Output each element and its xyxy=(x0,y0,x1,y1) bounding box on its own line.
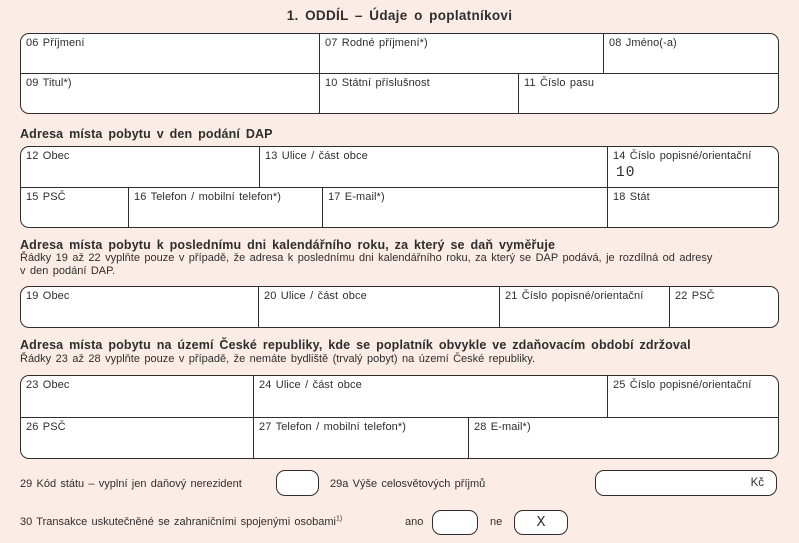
identity-row-1 xyxy=(21,34,778,73)
field-22-label: 22 PSČ xyxy=(675,290,715,302)
address-dap-box xyxy=(20,146,779,228)
address-stay-row-1 xyxy=(21,376,778,417)
field-19-label: 19 Obec xyxy=(26,290,70,302)
field-07-label: 07 Rodné příjmení*) xyxy=(325,37,428,49)
field-20-label: 20 Ulice / část obce xyxy=(264,290,367,302)
field-23-label: 23 Obec xyxy=(26,379,70,391)
field-29-label: 29 Kód státu – vyplní jen daňový nerezident xyxy=(20,478,242,490)
field-14-label: 14 Číslo popisné/orientační xyxy=(613,150,752,162)
field-06-label: 06 Příjmení xyxy=(26,37,85,49)
field-29a-label: 29a Výše celosvětových příjmů xyxy=(330,478,486,490)
field-14-house-number[interactable] xyxy=(607,147,778,187)
field-26-label: 26 PSČ xyxy=(26,420,66,433)
address-dap-row-2 xyxy=(21,187,778,228)
field-11-passport-number[interactable] xyxy=(518,74,778,113)
field-30-label xyxy=(20,516,342,528)
address-stay-row-2 xyxy=(21,417,778,459)
field-30-label-text: 30 Transakce uskutečněné se zahraničními spojenými osobami xyxy=(20,516,336,528)
field-11-label: 11 Číslo pasu xyxy=(524,77,595,89)
field-18-label: 18 Stát xyxy=(613,190,650,203)
field-30-yes-box[interactable] xyxy=(432,510,478,535)
field-08-label: 08 Jméno(-a) xyxy=(609,37,677,49)
field-22-postal-code[interactable] xyxy=(669,287,778,327)
field-15-label: 15 PSČ xyxy=(26,190,66,203)
field-14-value: 10 xyxy=(616,165,636,181)
field-28-label: 28 E-mail*) xyxy=(474,420,531,433)
field-23-city[interactable] xyxy=(21,376,253,417)
field-21-house-number[interactable] xyxy=(499,287,669,327)
address-dap-row-1 xyxy=(21,147,778,187)
field-24-label: 24 Ulice / část obce xyxy=(259,379,362,391)
field-30-no-label: ne xyxy=(490,516,503,528)
field-13-label: 13 Ulice / část obce xyxy=(265,150,368,162)
section-heading-address-stay: Adresa místa pobytu na území České republiky, kde se poplatník obvykle ve zdaňovacím období zdržoval xyxy=(20,338,691,352)
section-heading-address-lastday: Adresa místa pobytu k poslednímu dni kalendářního roku, za který se daň vyměřuje xyxy=(20,238,556,252)
address-lastday-box xyxy=(20,286,779,328)
field-13-street[interactable] xyxy=(259,147,607,187)
field-17-email[interactable] xyxy=(322,188,607,228)
field-25-house-number[interactable] xyxy=(607,376,778,417)
section-note-address-lastday-line1: Řádky 19 až 22 vyplňte pouze v případě, že adresa k poslednímu dni kalendářního roku, za který se DAP podává, je rozdílná od adresy xyxy=(20,252,713,264)
field-21-label: 21 Číslo popisné/orientační xyxy=(505,290,644,302)
field-30-no-box[interactable] xyxy=(514,510,568,535)
page-title: 1. ODDÍL – Údaje o poplatníkovi xyxy=(286,8,513,23)
field-06-surname[interactable] xyxy=(21,34,319,73)
section-note-address-lastday-line2: v den podání DAP. xyxy=(20,265,116,277)
section-heading-address-dap: Adresa místa pobytu v den podání DAP xyxy=(20,127,273,141)
section-note-address-stay: Řádky 23 až 28 vyplňte pouze v případě, že nemáte bydliště (trvalý pobyt) na území České republiky. xyxy=(20,353,536,365)
field-27-label: 27 Telefon / mobilní telefon*) xyxy=(259,420,407,433)
field-30-no-value: X xyxy=(536,514,546,531)
field-09-label: 09 Titul*) xyxy=(26,77,72,89)
field-28-email[interactable] xyxy=(468,418,778,459)
footnote-mark: 1) xyxy=(335,515,343,523)
field-30-yes-label: ano xyxy=(405,516,424,528)
field-29-country-code-box[interactable] xyxy=(276,470,319,496)
field-08-first-name[interactable] xyxy=(603,34,778,73)
field-27-phone[interactable] xyxy=(253,418,468,459)
field-12-city[interactable] xyxy=(21,147,259,187)
currency-label: Kč xyxy=(750,477,764,489)
field-10-label: 10 Státní příslušnost xyxy=(325,77,430,89)
field-10-nationality[interactable] xyxy=(319,74,518,113)
field-19-city[interactable] xyxy=(21,287,258,327)
field-12-label: 12 Obec xyxy=(26,150,70,162)
field-16-label: 16 Telefon / mobilní telefon*) xyxy=(134,190,282,203)
field-17-label: 17 E-mail*) xyxy=(328,190,385,203)
field-09-title[interactable] xyxy=(21,74,319,113)
field-15-postal-code[interactable] xyxy=(21,188,128,228)
identity-box xyxy=(20,33,779,114)
field-24-street[interactable] xyxy=(253,376,607,417)
field-20-street[interactable] xyxy=(258,287,499,327)
field-26-postal-code[interactable] xyxy=(21,418,253,459)
address-lastday-row xyxy=(21,287,778,327)
field-07-birth-surname[interactable] xyxy=(319,34,603,73)
address-stay-box xyxy=(20,375,779,459)
identity-row-2 xyxy=(21,73,778,113)
field-29a-amount-box[interactable] xyxy=(595,470,777,496)
field-25-label: 25 Číslo popisné/orientační xyxy=(613,379,752,391)
field-16-phone[interactable] xyxy=(128,188,322,228)
field-18-country[interactable] xyxy=(607,188,778,228)
